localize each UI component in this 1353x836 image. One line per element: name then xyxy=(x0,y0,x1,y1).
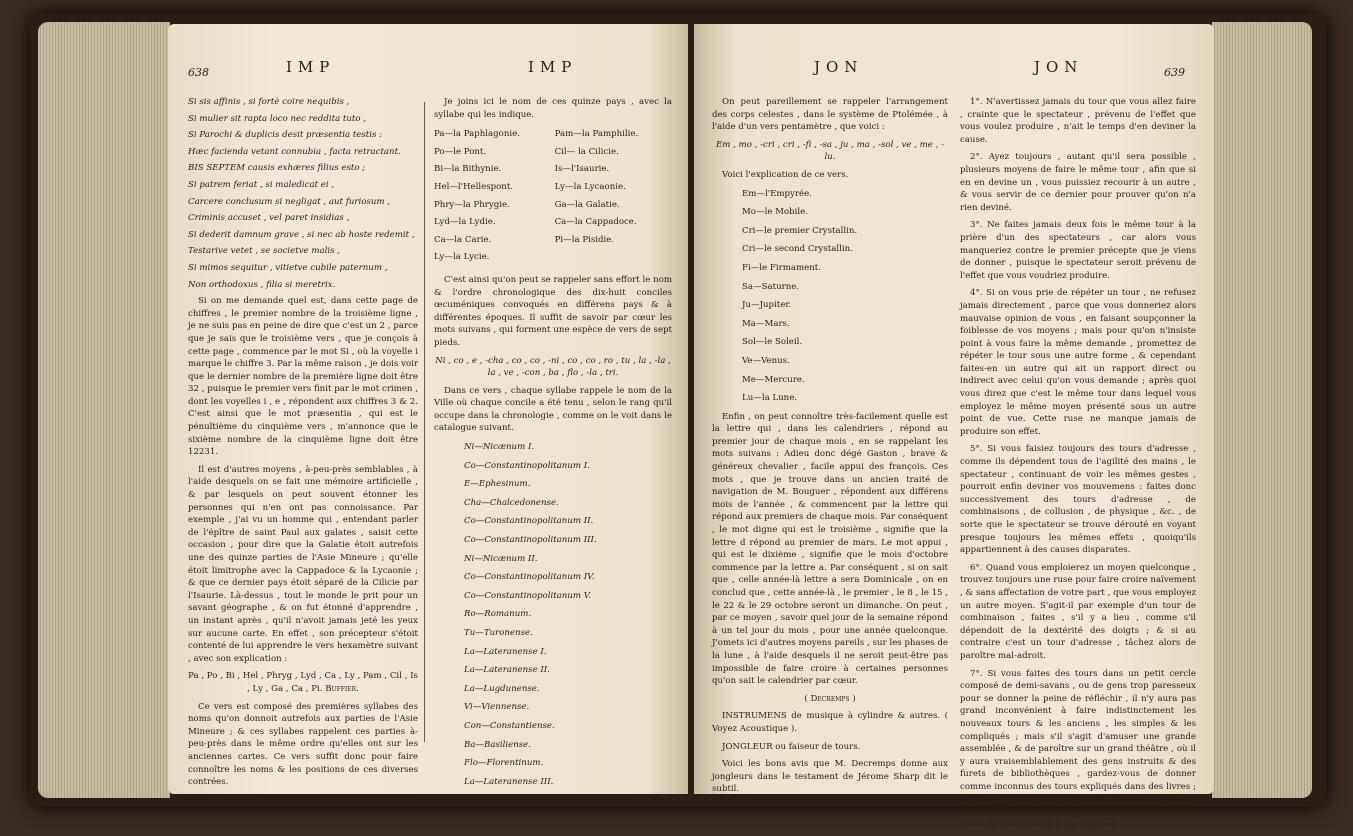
precept-paragraph: 6°. Quand vous emploierez un moyen quelconque , trouvez toujours une ruse pour faire croire naïvement , & sans affectation de votre part , que vous employez un autre moyen. S'agit-il par exemple d'un tour de combinaison , faites , s'il y a lieu , comme s'il dépendoit de la dextérité des doigts ; & si au contraire c'est un tour d'adresse , tâchez alors de paroître mal-adroit. xyxy=(960,562,1196,661)
paragraph: Je joins ici le nom de ces quinze pays , avec la syllabe qui les indique. xyxy=(434,97,672,120)
left-page xyxy=(168,24,688,806)
precept-paragraph: 3°. Ne faites jamais deux fois le même tour à la prière d'un des spectateurs , car alors vous manqueriez contre le premier précepte que je viens de donner , puisque le spectateur seroit prévenu de l'effet que vous voudriez produire. xyxy=(960,220,1196,281)
table-row xyxy=(434,198,672,216)
verse-line: Non orthodoxus , filia si meretrix. xyxy=(188,279,336,290)
country-cell: Is—l'Isaurie. xyxy=(554,164,610,175)
countries-table xyxy=(434,127,672,268)
table-row xyxy=(434,180,672,198)
verse-line: Si Parochi & duplicis desit præsentia testis : xyxy=(188,130,383,141)
verse-line: Testarive vetet , se societve malis , xyxy=(188,246,341,257)
running-head-left-1: IMP xyxy=(286,58,336,76)
list-item: La—Lateranense II. xyxy=(464,665,550,676)
running-head-right-1: JON xyxy=(814,58,864,76)
list-item: Co—Constantinopolitanum I. xyxy=(464,460,590,471)
verse-line: Si patrem feriat , si maledicat ei , xyxy=(188,179,335,190)
list-item: Ni—Nicænum II. xyxy=(464,553,538,564)
paragraph: C'est ainsi qu'on peut se rappeler sans effort le nom & l'ordre chronologique des dix-huit conciles œcuméniques convoqués en différens pays & à différentes époques. Il suffit de savoir par cœur les mots suivans , qui forment une espèce de vers de sept pieds. xyxy=(434,274,672,348)
country-cell: Ga—la Galatie. xyxy=(554,199,620,210)
right-column-2 xyxy=(960,96,1196,836)
list-item: Sol—le Soleil. xyxy=(742,337,803,348)
paragraph: Ce vers est composé des premières syllabes des noms qu'on donnoit autrefois aux parties de l'Asie Mineure ; & ces syllabes rappelent ces parties à-peu-près dans le même ordre qu'elles ont sur les anciennes cartes. Ce vers suffit donc pour faire connoître les noms & les positions de ces diverses contrées. xyxy=(188,701,418,788)
list-item: Me—Mercure. xyxy=(742,374,805,385)
list-item: Ro—Romanum. xyxy=(464,609,532,620)
list-item: Co—Constantinopolitanum II. xyxy=(464,516,594,527)
country-cell: Ly—la Lycie. xyxy=(434,252,490,263)
list-item: Fi—le Firmament. xyxy=(742,262,821,273)
spheres-list xyxy=(742,188,948,405)
left-page-edges xyxy=(38,22,170,798)
column-rule xyxy=(424,102,425,742)
country-cell: Ly—la Lycaonie. xyxy=(554,181,626,192)
list-item: Tu—Turonense. xyxy=(464,628,533,638)
list-item: Co—Constantinopolitanum IV. xyxy=(464,572,595,583)
list-item: Con—Constantiense. xyxy=(464,720,555,731)
table-row xyxy=(434,162,672,180)
precept-paragraph: 1°. N'avertissez jamais du tour que vous allez faire , crainte que le spectateur , prévenu de l'effet que vous voulez produire , n'ait le temps d'en deviner la cause. xyxy=(960,97,1196,145)
ptolemy-verse: Em , mo , -cri , cri , -fi , -sa , ju , ma , -sol , ve , me , -lu. xyxy=(716,139,944,163)
list-item: Cha—Chalcedonense. xyxy=(464,497,559,508)
entry-jongleur: JONGLEUR ou faiseur de tours. xyxy=(722,741,861,752)
right-page-edges xyxy=(1212,22,1312,798)
country-cell: Bi—la Bithynie. xyxy=(434,164,502,175)
country-cell: Pa—la Paphlagonie. xyxy=(434,129,520,140)
verse-line: Hæc facienda vetant connubia , facta retractant. xyxy=(188,146,401,157)
precept-paragraph: 7°. Si vous faites des tours dans un petit cercle composé de demi-savans , ou de gens trop paresseux pour se donner la peine de réfléchir , il n'y aura pas grand inconvénient à faire indistinctement les nouveaux tours & les anciens , les simples & les compliqués ; mais s'il s'agit d'amuser une grande assemblée , & de paroître sur un grand théâtre , où il y aura vraisemblablement des gens instruits & des furets de bibliothèques , gardez-vous de donner comme inconnus des tours expliqués dans des livres ; & souvenez-vous qu'il est absurde d'intituler un livre , recueil de secrets , parce qu'un secret quelconque cesse de l'être quand il est imprimé. xyxy=(960,668,1196,830)
list-item: Vi—Viennense. xyxy=(464,702,530,713)
list-item: Tri—Tridentinum. xyxy=(464,795,543,806)
list-item: Ve—Venus. xyxy=(742,355,790,366)
council-verse: Ni , co , e , -cha , co , co , -ni , co , co , ro , tu , la , -la , la , ve , -con , ba , flo , -la , tri. xyxy=(435,355,671,379)
list-item: La—Lateranense I. xyxy=(464,646,547,657)
hexameter-line: Pa , Po , Bi , Hel , Phryg , Lyd , Ca , Ly , Pam , Cil , Is , Ly , Ga , Ca , Pi. Buffier. xyxy=(188,671,418,694)
right-column-1 xyxy=(712,96,948,801)
country-cell: Lyd—la Lydie. xyxy=(434,217,496,228)
list-item: Em—l'Empyrée. xyxy=(742,188,812,199)
list-item: La—Lateranense III. xyxy=(464,776,554,787)
table-row xyxy=(434,145,672,163)
paragraph: Il est d'autres moyens , à-peu-près semblables , à l'aide desquels on se fait une mémoire artificielle , & par lesquels on peut souvent étonner les personnes qui n'en ont pas connoissance. Par exemple , j'ai vu un homme qui , entendant parler de l'épître de saint Paul aux galates , saisit cette occasion , pour dire que la Galatie étoit autrefois une des quinze parties de l'Asie Mineure ; qu'elle étoit limitrophe avec la Cappadoce & la Lycaonie ; & que ce dernier pays étoit séparé de la Cilicie par l'Isaurie. Là-dessus , tout le monde le prit pour un savant géographe , & on fut étonné d'apprendre , un instant après , qu'il n'avoit jamais jeté les yeux sur aucune carte. En effet , son précepteur s'étoit contenté de lui apprendre le vers hexamètre suivant , avec son explication : xyxy=(188,464,418,664)
paragraph: On peut pareillement se rappeler l'arrangement des corps celestes , dans le système de Ptolémée , à l'aide d'un vers pentamètre , que voici : xyxy=(712,97,948,133)
left-column-2 xyxy=(434,96,672,813)
table-row xyxy=(434,233,672,251)
country-cell: Po—le Pont. xyxy=(434,146,487,157)
list-item: Ba—Basiliense. xyxy=(464,739,531,750)
country-cell: Cil— la Cilicie. xyxy=(554,146,619,157)
country-cell: Pi—la Pisidie. xyxy=(554,234,615,245)
running-head-right-2: JON xyxy=(1034,58,1084,76)
councils-list xyxy=(464,441,672,807)
country-cell xyxy=(555,250,672,268)
country-cell: Ca—la Cappadoce. xyxy=(554,217,637,228)
paragraph: Si on me demande quel est, dans cette page de chiffres , le premier nombre de la troisième ligne , je ne suis pas en peine de dire que c'est un 2 , parce que je sais que le troisième vers , que je conçois à cette page , commence par le mot Si , où la voyelle i marque le chiffre 3. Par la même raison , je dois voir que le dernier nombre de la première ligne doit être 32 , puisque le premier vers finit par le mot crimen , dont les voyelles i , e , répondent aux chiffres 3 & 2. C'est ainsi que le mot præsentia , qui est le pénultième du cinquième vers , m'annonce que le sixième nombre de la cinquième ligne doit être 12231. xyxy=(188,296,418,458)
list-item: Co—Constantinopolitanum III. xyxy=(464,535,597,546)
country-cell: Ca—la Carie. xyxy=(434,234,492,245)
list-item: Co—Constantinopolitanum V. xyxy=(464,590,592,601)
entry-instrumens: INSTRUMENS de musique à cylindre & autres. ( Voyez Acoustique ). xyxy=(712,711,948,734)
precept-paragraph: 5°. Si vous faisiez toujours des tours d'adresse , comme ils dépendent tous de l'agilité des mains , le spectateur , continuant de voir les mêmes gestes , pourroit enfin deviner vos mouvemens : faites donc successivement des tours d'adresse , de combinaisons , de collusion , de physique , &c. , de sorte que le spectateur se trouve dérouté en voyant presque toujours les mêmes effets , quoiqu'ils appartiennent à des causes disparates. xyxy=(960,444,1196,556)
verse-line: Si mulier sit rapta loco nec reddita tuto , xyxy=(188,113,366,124)
country-cell: Hel—l'Hellespont. xyxy=(434,181,514,192)
page-number-left: 638 xyxy=(188,66,209,79)
country-cell: Pam—la Pamphilie. xyxy=(554,129,639,140)
list-item: La—Lugdunense. xyxy=(464,683,540,694)
list-item: Ma—Mars. xyxy=(742,318,790,329)
precept-paragraph: 2°. Ayez toujours , autant qu'il sera possible , plusieurs moyens de faire le même tour , afin que si en en devine un , vous puissiez recourir à un autre , & vous servir de ce dernier pour prouver qu'on n'a rien deviné. xyxy=(960,152,1196,213)
latin-verse xyxy=(188,96,418,291)
table-row xyxy=(434,215,672,233)
country-cell: Phry—la Phrygie. xyxy=(434,199,510,210)
paragraph: Enfin , on peut connoître très-facilement quelle est la lettre qui , dans les calendriers , répond au premier jour de chaque mois , en se rappelant les mots suivans : Adieu donc dégé Gaston , brave & généreux chevalier , facile appui des françois. Ces mots , que je trouve dans un ancien traité de navigation de M. Bouguer , répondent aux différens mois de l'année , & commencent par la lettre qui répond aux premiers de chaque mois. Par conséquent , le mot digne qui est le troisième , signifie que la lettre d répond au premier de mars. Le mot appui , qui est le dixième , signifie que le mois d'octobre commence par la lettre a. Par conséquent , si on sait que , celle année-là lettre a sera Dominicale , on en conclud que , cette année-là , le premier , le 8 , le 15 , le 22 & le 29 octobre seront un dimanche. On peut , par ce moyen , savoir quel jour de la semaine répond à un tel jour du mois , pour une année quelconque. J'omets ici d'autres moyens pareils , sur les phases de la lune , à l'aide desquels il ne seroit peut-être pas impossible de faire croire à certaines personnes qu'on sait le calendrier par cœur. xyxy=(712,411,948,687)
paragraph: Dans ce vers , chaque syllabe rappele le nom de la Ville où chaque concile a été tenu , selon le rang qu'il occupe dans la chronologie , comme on le voit dans le catalogue suivant. xyxy=(434,385,672,434)
verse-line: BIS SEPTEM causis exhæres filius esto ; xyxy=(188,163,366,174)
running-head-left-2: IMP xyxy=(528,58,578,76)
list-item: Cri—le second Crystallin. xyxy=(742,244,853,255)
list-item: Sa—Saturne. xyxy=(742,281,800,292)
signature: ( Decremps ) xyxy=(804,693,856,704)
list-item: E—Ephesinum. xyxy=(464,479,531,490)
left-column-1 xyxy=(188,96,418,794)
list-item: Cri—le premier Crystallin. xyxy=(742,225,858,236)
verse-line: Si dederit damnum grave , si nec ab hoste redemit , xyxy=(188,229,415,240)
table-row xyxy=(434,127,672,145)
list-item: Mo—le Mobile. xyxy=(742,207,808,218)
list-item: Flo—Florentinum. xyxy=(464,758,544,769)
right-page xyxy=(694,24,1214,830)
verse-line: Si sis affinis , si fortè coire nequibis , xyxy=(188,97,350,107)
verse-line: Carcere conclusum si negligat , aut furiosum , xyxy=(188,196,391,207)
paragraph: Voici l'explication de ce vers. xyxy=(722,169,849,180)
list-item: Ni—Nicænum I. xyxy=(464,442,535,453)
verse-line: Criminis accuset , vel paret insidias , xyxy=(188,213,350,224)
list-item: Ju—Jupiter. xyxy=(742,300,792,311)
paragraph: Voici les bons avis que M. Decremps donne aux jongleurs dans le testament de Jérome Sharp dit le subtil. xyxy=(712,759,948,795)
precept-paragraph: 4°. Si on vous prie de répéter un tour , ne refusez jamais directement , parce que vous donneriez alors mauvaise opinion de vous , en faisant soupçonner la foiblesse de vos moyens ; mais pour qu'on n'insiste point à vous faire la même demande , promettez de répéter le tour sous une autre forme , & cependant faites-en un autre qui ait un rapport direct ou indirect avec celui qu'on vous demande ; après quoi vous direz que c'est le même tour dans lequel vous employez le même moyen présenté sous un autre point de vue. Cette ruse ne manque jamais de produire son effet. xyxy=(960,288,1196,437)
table-row xyxy=(434,250,672,268)
page-number-right: 639 xyxy=(1164,66,1185,79)
list-item: Lu—la Lune. xyxy=(742,393,798,404)
verse-line: Si mimos sequitur , vitietve cubile paternum , xyxy=(188,262,388,273)
